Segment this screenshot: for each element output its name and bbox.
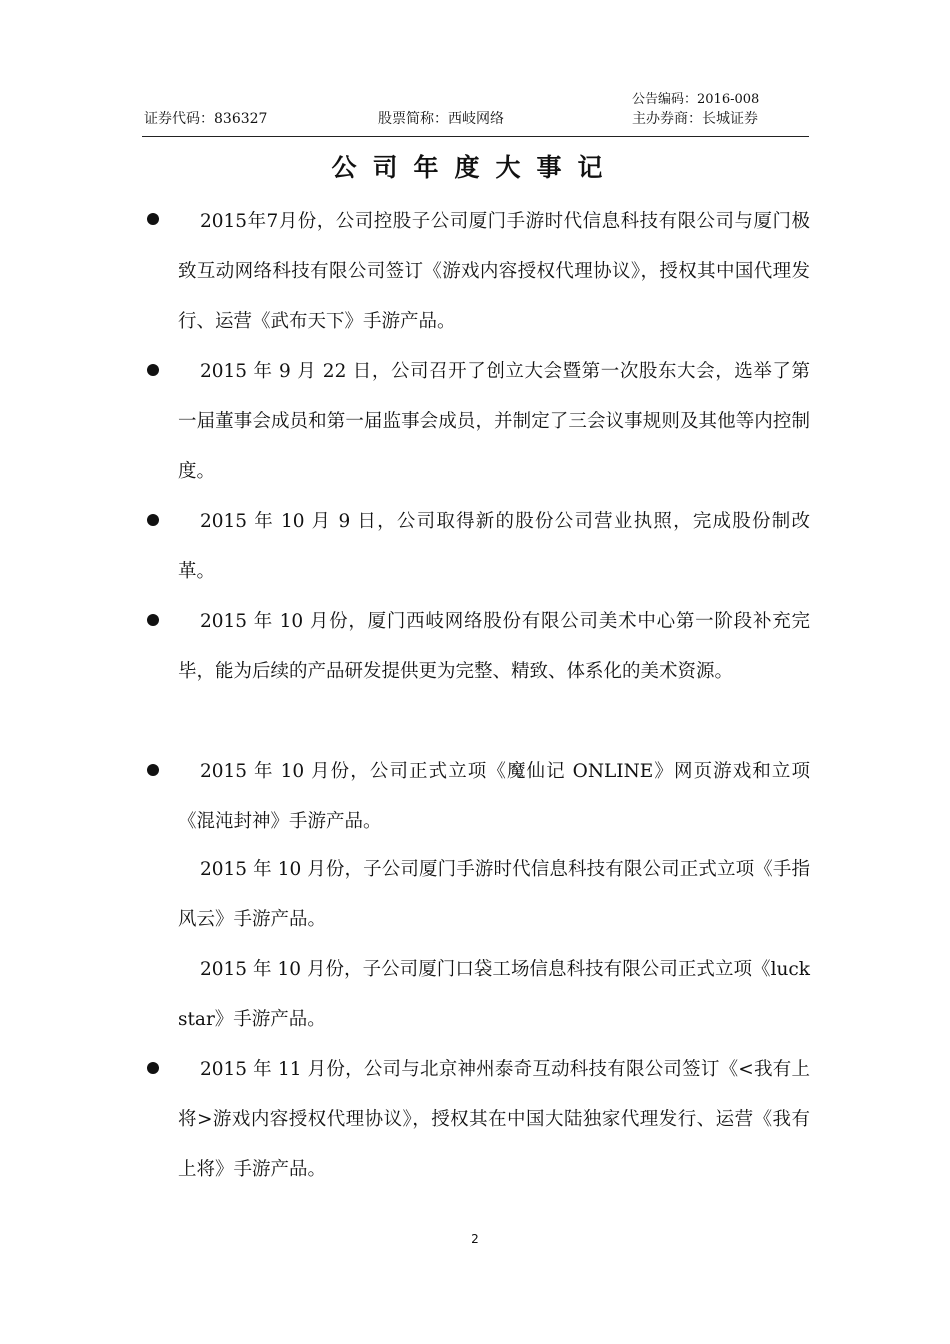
page-title: 公司年度大事记 [331, 153, 619, 182]
sponsor-broker: 主办券商：长城证券 [632, 111, 758, 127]
event-bullet [147, 764, 159, 776]
page-number: 2 [471, 1232, 479, 1246]
event-text: 2015 年 11 月份，公司与北京神州泰奇互动科技有限公司签订《<我有上将>游戏内容授权代理协议》，授权其在中国大陆独家代理发行、运营《我有上将》手游产品。 [178, 1059, 810, 1180]
event-entry [178, 497, 810, 597]
event-bullet [147, 514, 159, 526]
event-bullet [147, 364, 159, 376]
event-bullet [147, 1062, 159, 1074]
event-bullet [147, 213, 159, 225]
event-entry [178, 597, 810, 697]
event-text: 2015 年 10 月份，子公司厦门口袋工场信息科技有限公司正式立项《luck star》手游产品。 [178, 959, 810, 1030]
event-text: 2015 年 10 月份，公司正式立项《魔仙记 ONLINE》网页游戏和立项《混沌封神》手游产品。 [178, 761, 810, 832]
event-entry [178, 347, 810, 497]
header-divider [142, 136, 809, 137]
event-entry [178, 197, 810, 347]
announcement-number: 公告编码：2016-008 [632, 92, 760, 107]
event-text: 2015 年 10 月份，子公司厦门手游时代信息科技有限公司正式立项《手指风云》手游产品。 [178, 859, 810, 930]
event-text: 2015 年 10 月份，厦门西岐网络股份有限公司美术中心第一阶段补充完毕，能为后续的产品研发提供更为完整、精致、体系化的美术资源。 [178, 611, 810, 682]
event-text: 2015年7月份，公司控股子公司厦门手游时代信息科技有限公司与厦门极致互动网络科技有限公司签订《游戏内容授权代理协议》，授权其中国代理发行、运营《武布天下》手游产品。 [178, 211, 810, 332]
page-header [144, 108, 808, 128]
stock-code: 证券代码：836327 [144, 111, 268, 127]
event-text: 2015 年 9 月 22 日，公司召开了创立大会暨第一次股东大会，选举了第一届董事会成员和第一届监事会成员，并制定了三会议事规则及其他等内控制度。 [178, 361, 810, 482]
event-entry [178, 845, 810, 945]
event-text: 2015 年 10 月 9 日，公司取得新的股份公司营业执照，完成股份制改革。 [178, 511, 810, 582]
event-entry [178, 747, 810, 847]
event-entry [178, 945, 810, 1045]
event-entry [178, 1045, 810, 1195]
stock-abbreviation: 股票简称：西岐网络 [378, 111, 504, 127]
event-bullet [147, 614, 159, 626]
